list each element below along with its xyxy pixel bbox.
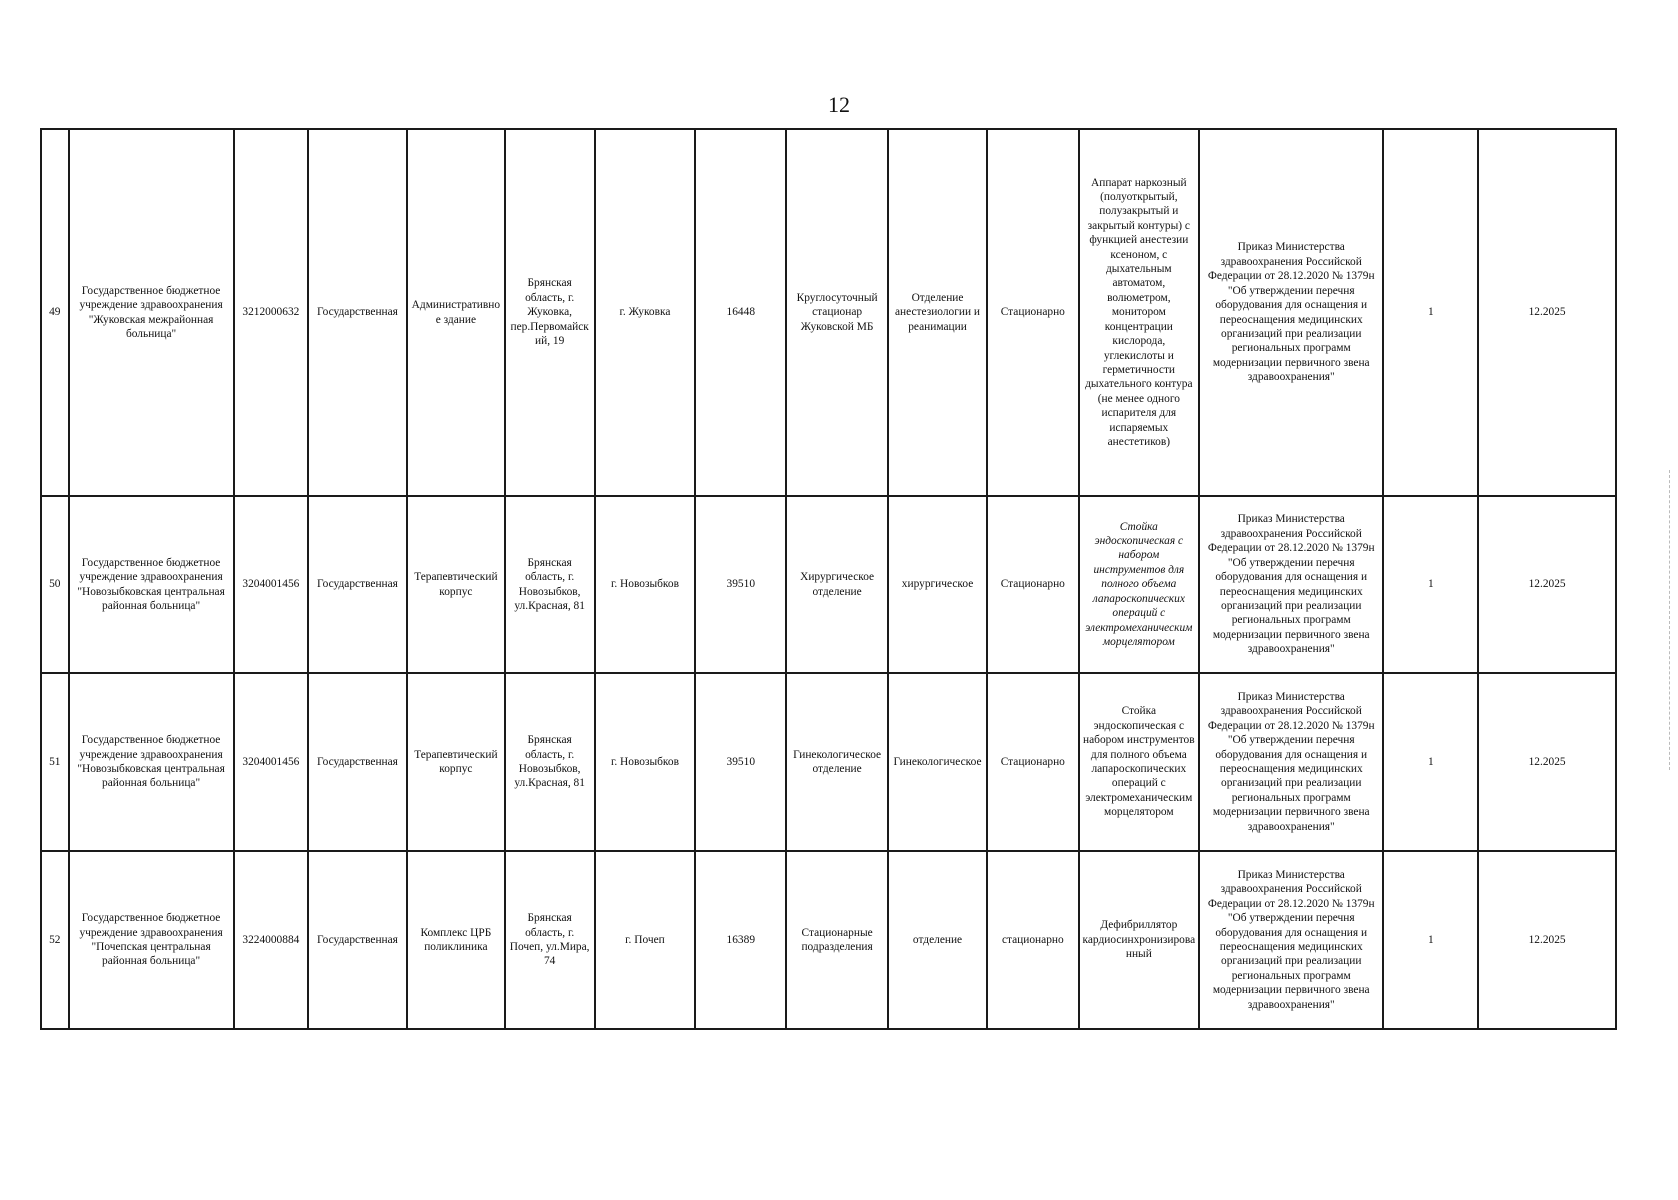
table-row	[41, 673, 1616, 851]
unit: Стационарные подразделения	[786, 851, 888, 1029]
code: 39510	[695, 673, 786, 851]
institution-name: Государственное бюджетное учреждение здравоохранения "Новозыбковская центральная районная больница"	[69, 673, 234, 851]
equipment: Стойка эндоскопическая с набором инструментов для полного объема лапароскопических операций с электромеханическим морцелятором	[1079, 496, 1199, 673]
table-row	[41, 129, 1616, 496]
building: Административное здание	[407, 129, 505, 496]
scan-artifact	[1665, 470, 1670, 770]
building: Терапевтический корпус	[407, 673, 505, 851]
inn: 3204001456	[234, 496, 308, 673]
equipment: Аппарат наркозный (полуоткрытый, полузакрытый и закрытый контуры) с функцией анестезии ксеноном, с дыхательным автоматом, волюметром, монитором концентрации кислорода, углекислоты и герметичности дыхательного контура (не менее одного испарителя для испаряемых анестетиков)	[1079, 129, 1199, 496]
institution-name: Государственное бюджетное учреждение здравоохранения "Почепская центральная районная больница"	[69, 851, 234, 1029]
equipment: Дефибриллятор кардиосинхронизированный	[1079, 851, 1199, 1029]
institution-name: Государственное бюджетное учреждение здравоохранения "Новозыбковская центральная районная больница"	[69, 496, 234, 673]
building: Комплекс ЦРБ поликлиника	[407, 851, 505, 1029]
address: Брянская область, г. Почеп, ул.Мира, 74	[505, 851, 595, 1029]
care-form: Стационарно	[987, 673, 1079, 851]
city: г. Новозыбков	[595, 673, 696, 851]
unit: Круглосуточный стационар Жуковской МБ	[786, 129, 888, 496]
inn: 3204001456	[234, 673, 308, 851]
ownership: Государственная	[308, 673, 407, 851]
order: Приказ Министерства здравоохранения Российской Федерации от 28.12.2020 № 1379н "Об утверждении перечня оборудования для оснащения и переоснащения медицинских организаций при реализации региональных программ модернизации первичного звена здравоохранения"	[1199, 851, 1384, 1029]
address: Брянская область, г. Новозыбков, ул.Красная, 81	[505, 673, 595, 851]
city: г. Жуковка	[595, 129, 696, 496]
unit: Гинекологическое отделение	[786, 673, 888, 851]
page-number: 12	[828, 92, 850, 117]
date: 12.2025	[1478, 496, 1616, 673]
address: Брянская область, г. Новозыбков, ул.Красная, 81	[505, 496, 595, 673]
date: 12.2025	[1478, 129, 1616, 496]
order: Приказ Министерства здравоохранения Российской Федерации от 28.12.2020 № 1379н "Об утверждении перечня оборудования для оснащения и переоснащения медицинских организаций при реализации региональных программ модернизации первичного звена здравоохранения"	[1199, 129, 1384, 496]
row-number: 50	[41, 496, 69, 673]
inn: 3212000632	[234, 129, 308, 496]
code: 16448	[695, 129, 786, 496]
row-number: 51	[41, 673, 69, 851]
table-row	[41, 496, 1616, 673]
city: г. Почеп	[595, 851, 696, 1029]
department: Отделение анестезиологии и реанимации	[888, 129, 987, 496]
table-row	[41, 851, 1616, 1029]
building: Терапевтический корпус	[407, 496, 505, 673]
ownership: Государственная	[308, 851, 407, 1029]
unit: Хирургическое отделение	[786, 496, 888, 673]
date: 12.2025	[1478, 673, 1616, 851]
inn: 3224000884	[234, 851, 308, 1029]
ownership: Государственная	[308, 496, 407, 673]
row-number: 52	[41, 851, 69, 1029]
equipment: Стойка эндоскопическая с набором инструментов для полного объема лапароскопических операций с электромеханическим морцелятором	[1079, 673, 1199, 851]
care-form: Стационарно	[987, 129, 1079, 496]
code: 39510	[695, 496, 786, 673]
care-form: Стационарно	[987, 496, 1079, 673]
quantity: 1	[1383, 496, 1478, 673]
order: Приказ Министерства здравоохранения Российской Федерации от 28.12.2020 № 1379н "Об утверждении перечня оборудования для оснащения и переоснащения медицинских организаций при реализации региональных программ модернизации первичного звена здравоохранения"	[1199, 496, 1384, 673]
equipment-table	[40, 128, 1617, 1030]
care-form: стационарно	[987, 851, 1079, 1029]
quantity: 1	[1383, 851, 1478, 1029]
institution-name: Государственное бюджетное учреждение здравоохранения "Жуковская межрайонная больница"	[69, 129, 234, 496]
address: Брянская область, г. Жуковка, пер.Первомайский, 19	[505, 129, 595, 496]
department: Гинекологическое	[888, 673, 987, 851]
department: хирургическое	[888, 496, 987, 673]
order: Приказ Министерства здравоохранения Российской Федерации от 28.12.2020 № 1379н "Об утверждении перечня оборудования для оснащения и переоснащения медицинских организаций при реализации региональных программ модернизации первичного звена здравоохранения"	[1199, 673, 1384, 851]
row-number: 49	[41, 129, 69, 496]
city: г. Новозыбков	[595, 496, 696, 673]
department: отделение	[888, 851, 987, 1029]
ownership: Государственная	[308, 129, 407, 496]
quantity: 1	[1383, 129, 1478, 496]
quantity: 1	[1383, 673, 1478, 851]
code: 16389	[695, 851, 786, 1029]
date: 12.2025	[1478, 851, 1616, 1029]
